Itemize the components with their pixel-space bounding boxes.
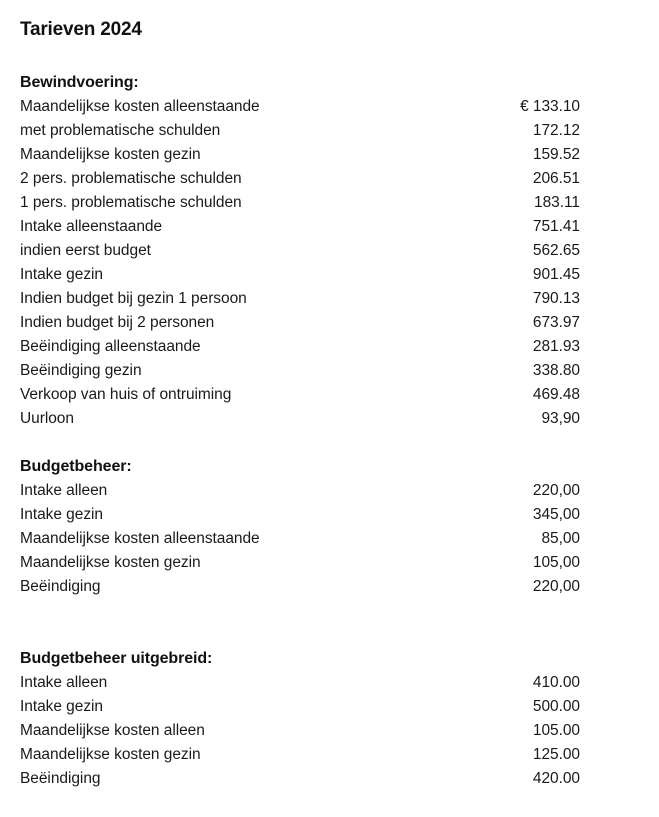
section-spacer [20, 431, 580, 455]
tariff-label: Maandelijkse kosten gezin [20, 554, 201, 571]
tariff-value: 172.12 [532, 122, 580, 139]
tariff-value: 281.93 [532, 338, 580, 355]
tariff-label: met problematische schulden [20, 122, 221, 139]
tariff-value: 751.41 [532, 218, 580, 235]
tariff-value: 562.65 [532, 242, 580, 259]
tariff-row [20, 143, 580, 167]
tariff-row [20, 527, 580, 551]
tariff-value: 420.00 [532, 770, 580, 787]
page-title: Tarieven 2024 [20, 19, 142, 40]
tariff-value: 901.45 [532, 266, 580, 283]
tariff-label: Indien budget bij 2 personen [20, 314, 215, 331]
tariff-value: 338.80 [532, 362, 580, 379]
tariff-row [20, 239, 580, 263]
tariff-row [20, 671, 580, 695]
section-budgetbeheer-uitgebreid [20, 647, 580, 791]
tariff-row [20, 767, 580, 791]
tariff-label: Uurloon [20, 410, 74, 427]
tariff-row [20, 335, 580, 359]
tariff-row [20, 359, 580, 383]
tariff-label: indien eerst budget [20, 242, 151, 259]
section-bewindvoering [20, 71, 580, 431]
section-heading: Budgetbeheer uitgebreid: [20, 650, 213, 667]
tariff-label: Maandelijkse kosten gezin [20, 746, 201, 763]
tariff-row [20, 407, 580, 431]
tariff-label: Beëindiging gezin [20, 362, 142, 379]
tariff-label: Verkoop van huis of ontruiming [20, 386, 232, 403]
tariff-row [20, 311, 580, 335]
section-rows [20, 479, 580, 599]
tariff-value: 220,00 [532, 482, 580, 499]
tariff-label: Intake gezin [20, 266, 103, 283]
tariff-label: Intake gezin [20, 506, 103, 523]
tariff-row [20, 191, 580, 215]
tariff-row [20, 215, 580, 239]
tariff-value: 410.00 [532, 674, 580, 691]
tariff-value: € 133.10 [520, 98, 580, 115]
tariff-label: Maandelijkse kosten alleenstaande [20, 530, 260, 547]
tariff-value: 105.00 [532, 722, 580, 739]
tariff-row [20, 263, 580, 287]
tariff-label: Intake alleen [20, 674, 108, 691]
tariff-row [20, 743, 580, 767]
tariff-label: Beëindiging [20, 578, 101, 595]
section-rows [20, 95, 580, 431]
tariff-row [20, 119, 580, 143]
tariff-label: Maandelijkse kosten gezin [20, 146, 201, 163]
tariff-row [20, 695, 580, 719]
tariff-row [20, 719, 580, 743]
tariff-label: Indien budget bij gezin 1 persoon [20, 290, 247, 307]
tariff-row [20, 551, 580, 575]
tariff-value: 469.48 [532, 386, 580, 403]
tariff-value: 500.00 [532, 698, 580, 715]
tariff-value: 345,00 [532, 506, 580, 523]
tariff-value: 183.11 [534, 194, 580, 211]
tariff-label: Beëindiging [20, 770, 101, 787]
section-budgetbeheer [20, 455, 580, 599]
tariff-value: 220,00 [532, 578, 580, 595]
tariff-label: 2 pers. problematische schulden [20, 170, 242, 187]
tariff-row [20, 383, 580, 407]
tariff-label: Beëindiging alleenstaande [20, 338, 201, 355]
tariff-value: 85,00 [541, 530, 580, 547]
section-rows [20, 671, 580, 791]
tariff-label: 1 pers. problematische schulden [20, 194, 242, 211]
tariff-row [20, 167, 580, 191]
tariff-label: Maandelijkse kosten alleenstaande [20, 98, 260, 115]
tariff-row [20, 575, 580, 599]
tariff-label: Maandelijkse kosten alleen [20, 722, 205, 739]
section-spacer [20, 599, 580, 647]
tariff-label: Intake gezin [20, 698, 103, 715]
tariff-value: 206.51 [532, 170, 580, 187]
tariff-label: Intake alleenstaande [20, 218, 163, 235]
tariff-label: Intake alleen [20, 482, 108, 499]
section-heading: Budgetbeheer: [20, 458, 132, 475]
tariff-value: 790.13 [532, 290, 580, 307]
tariff-value: 159.52 [532, 146, 580, 163]
tariff-value: 673.97 [532, 314, 580, 331]
tariff-row [20, 503, 580, 527]
tariff-value: 93,90 [541, 410, 580, 427]
title-spacer [20, 42, 580, 71]
tariff-value: 105,00 [532, 554, 580, 571]
tariff-value: 125.00 [532, 746, 580, 763]
section-heading: Bewindvoering: [20, 74, 139, 91]
tariff-row [20, 479, 580, 503]
tariff-row [20, 287, 580, 311]
tariff-row [20, 95, 580, 119]
